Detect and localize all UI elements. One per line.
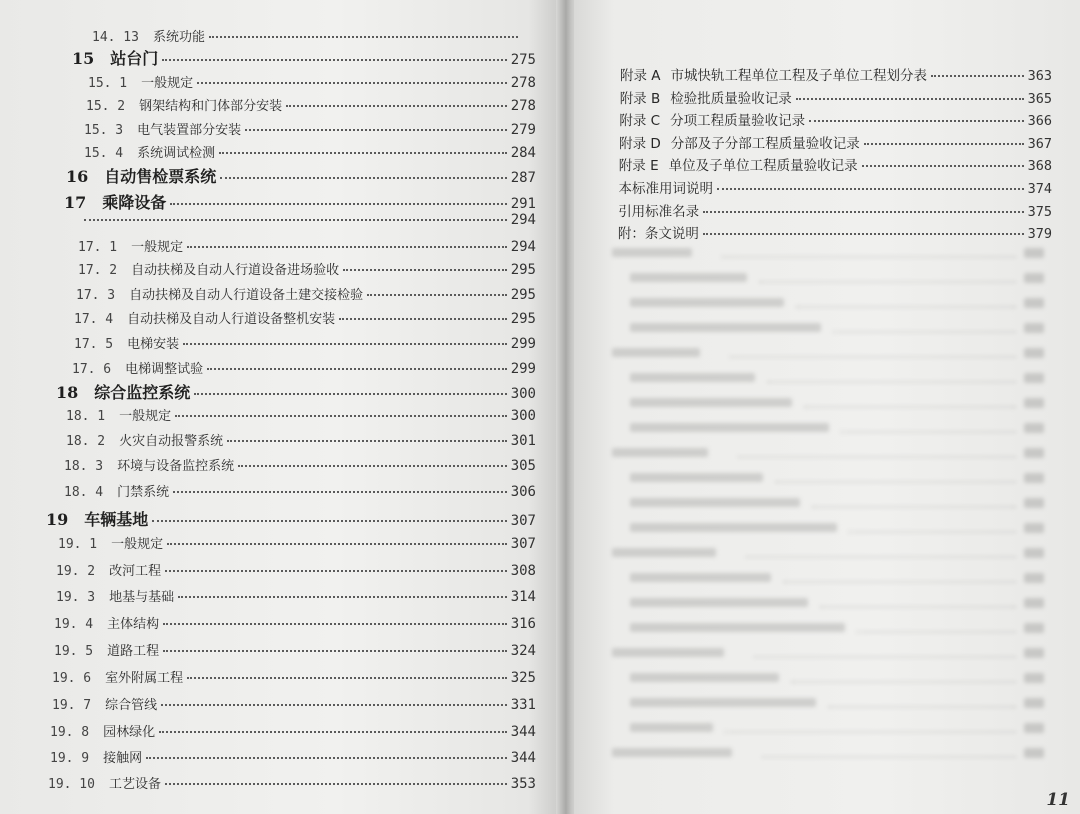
- bleed-through-text-line: [630, 498, 800, 507]
- left-entry-page: 295: [510, 287, 536, 303]
- left-entry-leader: [162, 55, 506, 61]
- right-entry: [620, 64, 1052, 84]
- left-entry-page: 294: [510, 239, 536, 255]
- right-entry-leader: [931, 71, 1024, 77]
- left-entry-leader: [152, 516, 506, 522]
- bleed-through-leader: [812, 496, 1016, 508]
- left-entry-leader: [175, 411, 507, 417]
- bleed-through-text-line: [612, 748, 732, 757]
- left-entry-title: 室外附属工程: [105, 671, 184, 686]
- left-entry-number: 18. 2: [66, 434, 106, 449]
- left-entry-number: 19. 7: [52, 698, 92, 713]
- left-entry: [86, 95, 536, 114]
- left-entry: [50, 721, 536, 740]
- left-entry-title: 钢架结构和门体部分安装: [139, 99, 283, 114]
- left-entry-title: 园林绿化: [103, 725, 156, 740]
- bleed-through-page-number: [1024, 498, 1044, 508]
- left-entry-title: 电梯安装: [127, 337, 180, 352]
- right-entry-leader: [862, 161, 1024, 167]
- left-entry-leader: [84, 215, 507, 221]
- bleed-through-text-line: [630, 673, 779, 682]
- left-entry-page: 279: [510, 122, 536, 138]
- left-entry-leader: [245, 125, 507, 131]
- left-entry: [84, 212, 536, 228]
- left-entry-title: 系统功能: [152, 30, 205, 45]
- left-entry-page: 307: [510, 536, 536, 552]
- left-entry-number: 15. 3: [84, 123, 124, 138]
- left-entry-page: 275: [510, 52, 536, 68]
- left-entry-page: 344: [510, 724, 536, 740]
- left-entry-number: 19. 6: [52, 671, 92, 686]
- left-entry-title: 环境与设备监控系统: [117, 459, 235, 474]
- left-entry-number: 17. 4: [74, 312, 114, 327]
- bleed-through-page-number: [1024, 298, 1044, 308]
- left-entry-number: 19. 3: [56, 590, 96, 605]
- left-entry-number: 19. 1: [58, 537, 98, 552]
- left-entry-title: 站台门: [110, 49, 159, 68]
- left-entry-page: 278: [510, 75, 536, 91]
- left-entry-title: 一般规定: [141, 76, 194, 91]
- right-entry-number: 附录 D: [619, 135, 661, 152]
- left-entry-leader: [209, 32, 518, 38]
- left-entry-number: 17. 2: [78, 263, 118, 278]
- left-entry-title: 自动扶梯及自动人行道设备整机安装: [127, 312, 336, 327]
- bleed-through-leader: [857, 621, 1016, 633]
- left-entry-title: 主体结构: [107, 617, 160, 632]
- bleed-through-page-number: [1024, 473, 1044, 483]
- left-entry-title: 门禁系统: [117, 485, 170, 500]
- left-entry-number: 17. 6: [72, 362, 112, 377]
- left-entry-leader: [163, 619, 507, 625]
- right-entry-page: 363: [1027, 68, 1052, 84]
- bleed-through-page-number: [1024, 398, 1044, 408]
- left-entry-leader: [165, 566, 507, 572]
- left-entry: [84, 142, 536, 161]
- left-entry-number: 19. 8: [50, 725, 90, 740]
- left-entry-number: 19. 5: [54, 644, 94, 659]
- left-entry-leader: [197, 78, 507, 84]
- bleed-through-text-line: [630, 423, 829, 432]
- left-entry: [48, 773, 536, 792]
- left-entry-leader: [163, 646, 507, 652]
- left-entry-page: 300: [510, 386, 536, 402]
- bleed-through-text-line: [630, 323, 821, 332]
- bleed-through-text-line: [630, 573, 771, 582]
- left-entry-number: 19. 2: [56, 564, 96, 579]
- left-entry-title: 工艺设备: [108, 777, 161, 792]
- bleed-through-leader: [754, 646, 1016, 658]
- bleed-through-leader: [833, 321, 1016, 333]
- left-entry-number: 18. 1: [66, 409, 106, 424]
- left-entry: [52, 694, 536, 713]
- right-entry-leader: [703, 229, 1024, 235]
- left-entry-title: 电气装置部分安装: [137, 123, 242, 138]
- right-entry-page: 375: [1027, 203, 1052, 220]
- bleed-through-leader: [746, 546, 1016, 558]
- left-entry-leader: [187, 242, 507, 248]
- left-entry: [56, 586, 536, 605]
- left-entry: [50, 747, 536, 766]
- left-entry: [76, 284, 536, 303]
- bleed-through-leader: [722, 246, 1016, 258]
- right-entry-title: 检验批质量验收记录: [670, 90, 792, 107]
- bleed-through-page-number: [1024, 448, 1044, 458]
- bleed-through-leader: [759, 271, 1016, 283]
- left-entry-title: 车辆基地: [84, 510, 149, 529]
- left-entry-number: 17. 5: [74, 337, 114, 352]
- left-entry-page: 314: [510, 589, 536, 605]
- left-entry-leader: [178, 592, 507, 598]
- left-entry-number: 18. 4: [64, 485, 104, 500]
- right-entry-leader: [796, 94, 1024, 100]
- bleed-through-page-number: [1024, 373, 1044, 383]
- left-entry: [78, 236, 536, 255]
- left-entry-page: 331: [510, 697, 536, 713]
- right-entry-number: 附录 E: [618, 158, 659, 175]
- left-entry-title: 地基与基础: [109, 590, 175, 605]
- left-entry-title: 一般规定: [119, 409, 172, 424]
- left-entry-page: 316: [510, 616, 536, 632]
- left-entry-leader: [339, 314, 507, 320]
- left-entry-leader: [165, 779, 507, 785]
- left-entry: [56, 560, 536, 579]
- bleed-through-text: [612, 240, 1052, 780]
- left-entry-leader: [227, 436, 507, 442]
- bleed-through-page-number: [1024, 748, 1044, 758]
- left-entry: [64, 481, 536, 500]
- left-entry-leader: [367, 290, 507, 296]
- left-entry-page: 306: [510, 484, 536, 500]
- left-entry-page: 299: [510, 336, 536, 352]
- bleed-through-leader: [849, 521, 1016, 533]
- left-entry-number: 19. 10: [48, 777, 95, 792]
- right-entry-title: 单位及子单位工程质量验收记录: [668, 158, 858, 175]
- right-entry-page: 368: [1027, 158, 1052, 175]
- left-entry-number: 15: [72, 49, 95, 68]
- left-entry: [74, 333, 536, 352]
- bleed-through-page-number: [1024, 273, 1044, 283]
- right-entry-number: 附录 A: [620, 68, 661, 84]
- left-entry-leader: [159, 727, 507, 733]
- right-entry: [619, 132, 1052, 152]
- bleed-through-leader: [730, 346, 1016, 358]
- right-entry-title: 分部及子分部工程质量验收记录: [670, 135, 860, 152]
- left-entry-leader: [167, 539, 507, 545]
- left-entry: [52, 667, 536, 686]
- left-entry-leader: [207, 364, 507, 370]
- left-entry-number: 17. 1: [78, 240, 118, 255]
- left-entry-number: 15. 1: [88, 76, 128, 91]
- left-entry-title: 接触网: [103, 751, 143, 766]
- left-entry-number: 19. 9: [50, 751, 90, 766]
- left-entry: [72, 358, 536, 377]
- bleed-through-text-line: [612, 648, 724, 657]
- left-entry-title: 乘降设备: [102, 193, 167, 212]
- left-entry-title: 自动扶梯及自动人行道设备进场验收: [131, 263, 340, 278]
- right-entry-title: 本标准用词说明: [618, 181, 713, 197]
- left-entry-page: 291: [510, 196, 536, 212]
- left-entry-number: 15. 2: [86, 99, 126, 114]
- bleed-through-page-number: [1024, 598, 1044, 608]
- bleed-through-text-line: [630, 373, 755, 382]
- bleed-through-leader: [828, 696, 1016, 708]
- left-entry-number: 17. 3: [76, 288, 116, 303]
- left-entry-number: 14. 13: [92, 30, 139, 45]
- bleed-through-text-line: [630, 623, 845, 632]
- bleed-through-text-line: [630, 298, 784, 307]
- left-entry: [78, 259, 536, 278]
- bleed-through-page-number: [1024, 248, 1044, 258]
- left-entry: [54, 613, 536, 632]
- right-entry-title: 附：条文说明: [617, 226, 699, 243]
- bleed-through-page-number: [1024, 623, 1044, 633]
- right-entry-leader: [717, 184, 1024, 190]
- left-entry-number: 19: [46, 510, 69, 529]
- bleed-through-page-number: [1024, 673, 1044, 683]
- bleed-through-text-line: [630, 473, 763, 482]
- left-entry-page: 299: [510, 361, 536, 377]
- left-entry-title: 一般规定: [131, 240, 184, 255]
- right-entry-page: 367: [1027, 135, 1052, 152]
- bleed-through-text-line: [630, 723, 713, 732]
- bleed-through-text-line: [612, 348, 700, 357]
- right-entry-leader: [703, 207, 1023, 213]
- left-entry-title: 自动售检票系统: [104, 167, 217, 186]
- bleed-through-text-line: [630, 398, 792, 407]
- left-entry-title: 道路工程: [107, 644, 160, 659]
- left-entry-leader: [183, 339, 507, 345]
- left-entry: [72, 46, 536, 69]
- bleed-through-page-number: [1024, 573, 1044, 583]
- left-entry-leader: [173, 487, 507, 493]
- left-entry-title: 一般规定: [111, 537, 164, 552]
- right-entry-page: 374: [1027, 181, 1052, 197]
- left-entry-number: 16: [66, 167, 89, 186]
- bleed-through-leader: [841, 421, 1016, 433]
- left-entry-number: 18. 3: [64, 459, 104, 474]
- bleed-through-leader: [820, 596, 1016, 608]
- bleed-through-leader: [775, 471, 1016, 483]
- left-entry: [74, 308, 536, 327]
- bleed-through-leader: [783, 571, 1016, 583]
- page-number: 11: [1046, 790, 1070, 810]
- left-entry-title: 自动扶梯及自动人行道设备土建交接检验: [129, 288, 364, 303]
- right-entry-title: 引用标准名录: [618, 203, 700, 220]
- left-entry: [64, 455, 536, 474]
- left-entry: [64, 190, 536, 213]
- right-entry: [619, 154, 1052, 174]
- right-entry-leader: [809, 116, 1024, 122]
- right-entry: [620, 87, 1052, 107]
- bleed-through-text-line: [630, 698, 816, 707]
- bleed-through-leader: [791, 671, 1016, 683]
- left-entry-leader: [194, 389, 506, 395]
- left-entry: [92, 26, 522, 45]
- left-entry-leader: [220, 173, 506, 179]
- right-entry-page: 366: [1027, 113, 1052, 130]
- bleed-through-text-line: [630, 273, 747, 282]
- left-entry-leader: [219, 148, 507, 154]
- left-entry-page: 305: [510, 458, 536, 474]
- left-entry-title: 综合管线: [105, 698, 158, 713]
- bleed-through-text-line: [612, 448, 708, 457]
- bleed-through-leader: [725, 721, 1016, 733]
- left-entry-leader: [170, 199, 506, 205]
- left-entry: [46, 507, 536, 530]
- bleed-through-leader: [738, 446, 1016, 458]
- bleed-through-leader: [796, 296, 1016, 308]
- left-entry: [88, 72, 536, 91]
- right-entry-page: 365: [1027, 90, 1052, 107]
- bleed-through-text-line: [612, 248, 692, 257]
- left-entry-title: 火灾自动报警系统: [119, 434, 224, 449]
- left-entry-page: 307: [510, 513, 536, 529]
- bleed-through-leader: [767, 371, 1016, 383]
- left-entry-leader: [286, 101, 507, 107]
- bleed-through-page-number: [1024, 648, 1044, 658]
- left-entry-page: 300: [510, 408, 536, 424]
- left-entry: [66, 405, 536, 424]
- bleed-through-page-number: [1024, 423, 1044, 433]
- left-entry-title: 综合监控系统: [94, 383, 191, 402]
- bleed-through-leader: [762, 746, 1016, 758]
- bleed-through-page-number: [1024, 698, 1044, 708]
- left-entry-title: 改河工程: [109, 564, 162, 579]
- bleed-through-leader: [804, 396, 1016, 408]
- left-entry-page: 301: [510, 433, 536, 449]
- right-entry-title: 分项工程质量验收记录: [670, 113, 806, 130]
- left-entry-number: 17: [64, 193, 87, 212]
- bleed-through-page-number: [1024, 523, 1044, 533]
- left-entry-leader: [187, 673, 507, 679]
- left-entry-leader: [238, 461, 507, 467]
- left-entry: [56, 380, 536, 403]
- right-entry: [618, 200, 1052, 220]
- left-entry-number: 18: [56, 383, 79, 402]
- left-entry-page: 294: [510, 212, 536, 228]
- left-entry-page: 295: [510, 311, 536, 327]
- left-entry-page: 287: [510, 170, 536, 186]
- left-entry-number: 19. 4: [54, 617, 94, 632]
- left-entry-page: 353: [510, 776, 536, 792]
- right-entry: [619, 177, 1053, 197]
- left-entry: [54, 640, 536, 659]
- right-entry-page: 379: [1027, 226, 1052, 243]
- bleed-through-page-number: [1024, 548, 1044, 558]
- left-entry-page: 295: [510, 262, 536, 278]
- bleed-through-page-number: [1024, 723, 1044, 733]
- bleed-through-page-number: [1024, 348, 1044, 358]
- left-entry: [58, 533, 536, 552]
- left-entry-leader: [161, 700, 507, 706]
- left-entry-leader: [146, 753, 507, 759]
- bleed-through-text-line: [630, 523, 837, 532]
- left-entry-leader: [343, 265, 507, 271]
- left-entry-number: 15. 4: [84, 146, 124, 161]
- bleed-through-text-line: [630, 598, 808, 607]
- right-entry-number: 附录 B: [619, 90, 661, 107]
- left-entry-page: 284: [510, 145, 536, 161]
- bleed-through-text-line: [612, 548, 716, 557]
- right-entry-title: 市城快轨工程单位工程及子单位工程划分表: [670, 68, 928, 84]
- left-entry-page: 324: [510, 643, 536, 659]
- left-entry: [84, 119, 536, 138]
- bleed-through-page-number: [1024, 323, 1044, 333]
- left-entry: [66, 164, 536, 187]
- right-entry: [619, 109, 1052, 129]
- right-entry-leader: [864, 139, 1024, 145]
- left-entry-page: 344: [510, 750, 536, 766]
- left-entry-page: 278: [510, 98, 536, 114]
- left-entry-title: 电梯调整试验: [125, 362, 204, 377]
- left-entry: [66, 430, 536, 449]
- left-entry-page: 325: [510, 670, 536, 686]
- right-entry-number: 附录 C: [619, 113, 661, 130]
- left-entry-page: 308: [510, 563, 536, 579]
- left-entry-title: 系统调试检测: [137, 146, 216, 161]
